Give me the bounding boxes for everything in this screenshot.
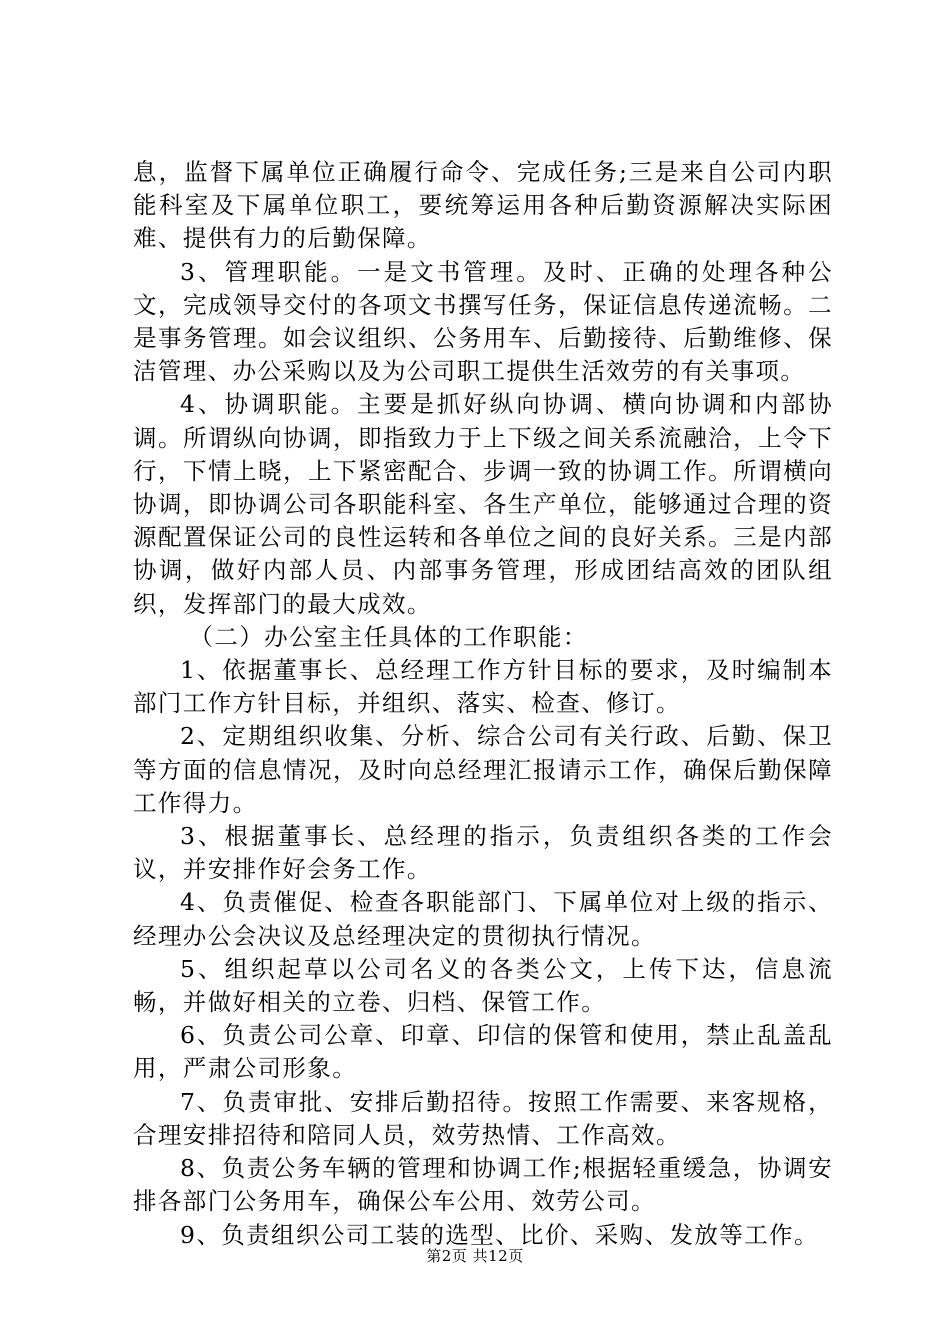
paragraph-continuation: 息，监督下属单位正确履行命令、完成任务;三是来自公司内职能科室及下属单位职工，要统筹运用各种后勤资源解决实际困难、提供有力的后勤保障。 — [133, 158, 833, 253]
list-item-duty-2: 2、定期组织收集、分析、综合公司有关行政、后勤、保卫等方面的信息情况，及时向总经理汇报请示工作，确保后勤保障工作得力。 — [133, 722, 833, 817]
paragraph-management-function: 3、管理职能。一是文书管理。及时、正确的处理各种公文，完成领导交付的各项文书撰写任务，保证信息传递流畅。二是事务管理。如会议组织、公务用车、后勤接待、后勤维修、保洁管理、办公采购以及为公司职工提供生活效劳的有关事项。 — [133, 257, 833, 386]
list-item-duty-9: 9、负责组织公司工装的选型、比价、采购、发放等工作。 — [180, 1220, 819, 1249]
list-item-duty-7: 7、负责审批、安排后勤招待。按照工作需要、来客规格，合理安排招待和陪同人员，效劳热情、工作高效。 — [133, 1087, 833, 1149]
list-item-duty-6: 6、负责公司公章、印章、印信的保管和使用，禁止乱盖乱用，严肃公司形象。 — [133, 1021, 833, 1083]
list-item-duty-3: 3、根据董事长、总经理的指示，负责组织各类的工作会议，并安排作好会务工作。 — [133, 822, 833, 884]
list-item-duty-8: 8、负责公务车辆的管理和协调工作;根据轻重缓急，协调安排各部门公务用车，确保公车公用、效劳公司。 — [133, 1154, 833, 1216]
list-item-duty-4: 4、负责催促、检查各职能部门、下属单位对上级的指示、经理办公会决议及总经理决定的贯彻执行情况。 — [133, 888, 833, 950]
section-heading-director-duties: （二）办公室主任具体的工作职能： — [189, 622, 588, 651]
list-item-duty-1: 1、依据董事长、总经理工作方针目标的要求，及时编制本部门工作方针目标，并组织、落实、检查、修订。 — [133, 656, 833, 718]
paragraph-coordination-function: 4、协调职能。主要是抓好纵向协调、横向协调和内部协调。所谓纵向协调，即指致力于上下级之间关系流融洽，上令下行，下情上晓，上下紧密配合、步调一致的协调工作。所谓横向协调，即协调公司各职能科室、各生产单位，能够通过合理的资源配置保证公司的良性运转和各单位之间的良好关系。三是内部协调，做好内部人员、内部事务管理，形成团结高效的团队组织，发挥部门的最大成效。 — [133, 390, 833, 618]
document-body — [133, 156, 833, 1252]
list-item-duty-5: 5、组织起草以公司名义的各类公文，上传下达，信息流畅，并做好相关的立卷、归档、保管工作。 — [133, 954, 833, 1017]
page-footer — [0, 1246, 950, 1266]
page-number-indicator: 第2页 共12页 — [426, 1247, 524, 1265]
